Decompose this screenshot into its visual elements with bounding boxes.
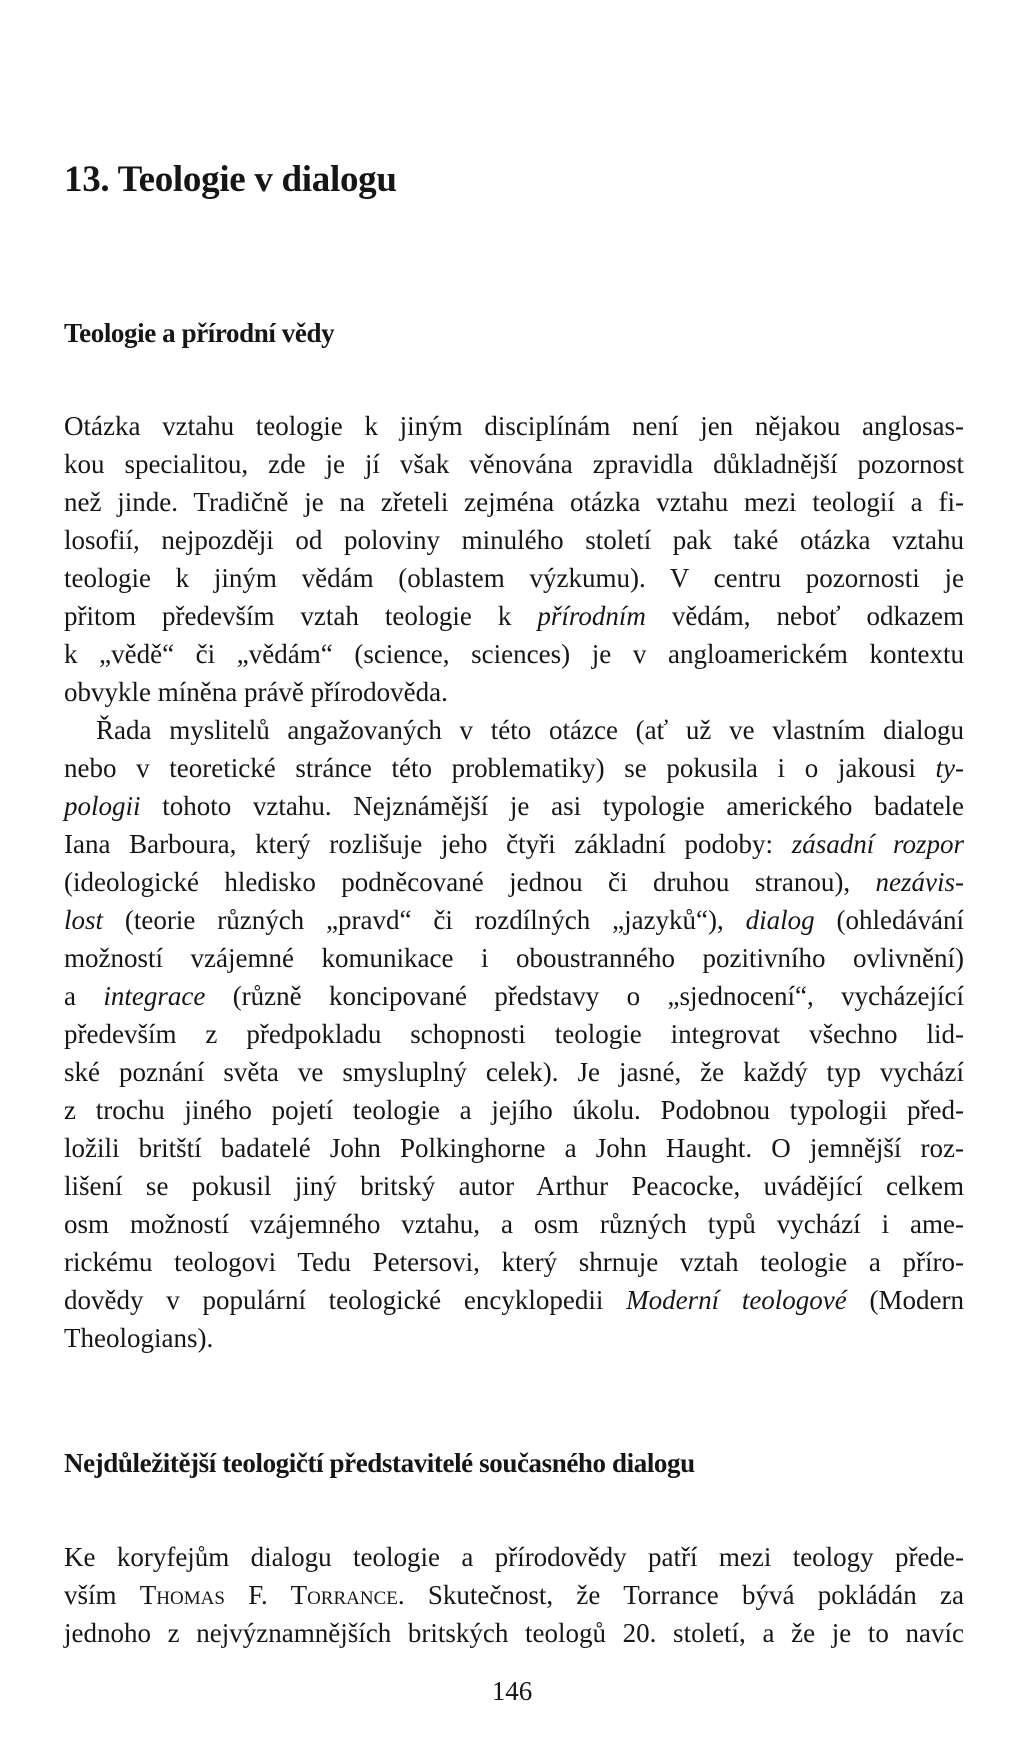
text-line: Iana Barboura, který rozlišuje jeho čtyři základní podoby: zásadní rozpor	[64, 829, 964, 859]
emphasis: přírodním	[537, 601, 646, 631]
text-line: ložili britští badatelé John Polkinghorne a John Haught. O jemnější roz-	[64, 1133, 964, 1163]
text-line: především z předpokladu schopnosti teologie integrovat všechno lid-	[64, 1019, 964, 1049]
text-line: Theologians).	[64, 1323, 214, 1353]
text-line: kou specialitou, zde je jí však věnována zpravidla důkladnější pozornost	[64, 449, 964, 479]
emphasis: dialog	[745, 905, 815, 935]
text-line: lost (teorie různých „pravd“ či rozdílných „jazyků“), dialog (ohledávání	[64, 905, 964, 935]
text-line: lišení se pokusil jiný britský autor Arthur Peacocke, uvádějící celkem	[64, 1171, 964, 1201]
text-line: ské poznání světa ve smysluplný celek). Je jasné, že každý typ vychází	[64, 1057, 964, 1087]
text-line: teologie k jiným vědám (oblastem výzkumu). V centru pozornosti je	[64, 563, 964, 593]
emphasis: integrace	[103, 981, 206, 1011]
emphasis: ty-	[935, 753, 964, 783]
text-line: rickému teologovi Tedu Petersovi, který shrnuje vztah teologie a příro-	[64, 1247, 964, 1277]
text-line: z trochu jiného pojetí teologie a jejího úkolu. Podobnou typologii před-	[64, 1095, 964, 1125]
text-line: pologii tohoto vztahu. Nejznámější je asi typologie amerického badatele	[64, 791, 964, 821]
text-line: Řada myslitelů angažovaných v této otázce (ať už ve vlastním dialogu	[96, 715, 964, 745]
emphasis: Moderní teologové	[626, 1285, 847, 1315]
chapter-title: 13. Teologie v dialogu	[64, 159, 397, 200]
text-line: Ke koryfejům dialogu teologie a přírodovědy patří mezi teology přede-	[64, 1542, 964, 1572]
section-heading-key-theologians: Nejdůležitější teologičtí představitelé současného dialogu	[64, 1448, 695, 1478]
text-line: dovědy v populární teologické encyklopedii Moderní teologové (Modern	[64, 1285, 964, 1315]
person-name: Thomas F. Torrance	[139, 1580, 398, 1610]
text-line: losofií, nejpozději od poloviny minulého století pak také otázka vztahu	[64, 525, 964, 555]
text-line: osm možností vzájemného vztahu, a osm různých typů vychází i ame-	[64, 1209, 964, 1239]
emphasis: lost	[64, 905, 104, 935]
text-line: obvykle míněna právě přírodověda.	[64, 677, 448, 707]
text-line: Otázka vztahu teologie k jiným disciplínám není jen nějakou anglosas-	[64, 411, 964, 441]
section-heading-natural-sciences: Teologie a přírodní vědy	[64, 318, 335, 348]
text-line: (ideologické hledisko podněcované jednou či druhou stranou), nezávis-	[64, 867, 964, 897]
text-line: nebo v teoretické stránce této problematiky) se pokusila i o jakousi ty-	[64, 753, 964, 783]
emphasis: pologii	[64, 791, 141, 821]
emphasis: nezávis-	[875, 867, 964, 897]
text-line: k „vědě“ či „vědám“ (science, sciences) je v angloamerickém kontextu	[64, 639, 964, 669]
emphasis: zásadní rozpor	[791, 829, 964, 859]
page-number: 146	[491, 1676, 533, 1706]
text-line: než jinde. Tradičně je na zřeteli zejména otázka vztahu mezi teologií a fi-	[64, 487, 964, 517]
text-line: a integrace (různě koncipované představy o „sjednocení“, vycházející	[64, 981, 964, 1011]
text-line: možností vzájemné komunikace i oboustranného pozitivního ovlivnění)	[64, 943, 964, 973]
text-line: jednoho z nejvýznamnějších britských teologů 20. století, a že je to navíc	[64, 1618, 964, 1648]
text-line: přitom především vztah teologie k přírodním vědám, neboť odkazem	[64, 601, 964, 631]
text-line: vším Thomas F. Torrance. Skutečnost, že Torrance bývá pokládán za	[64, 1580, 964, 1610]
